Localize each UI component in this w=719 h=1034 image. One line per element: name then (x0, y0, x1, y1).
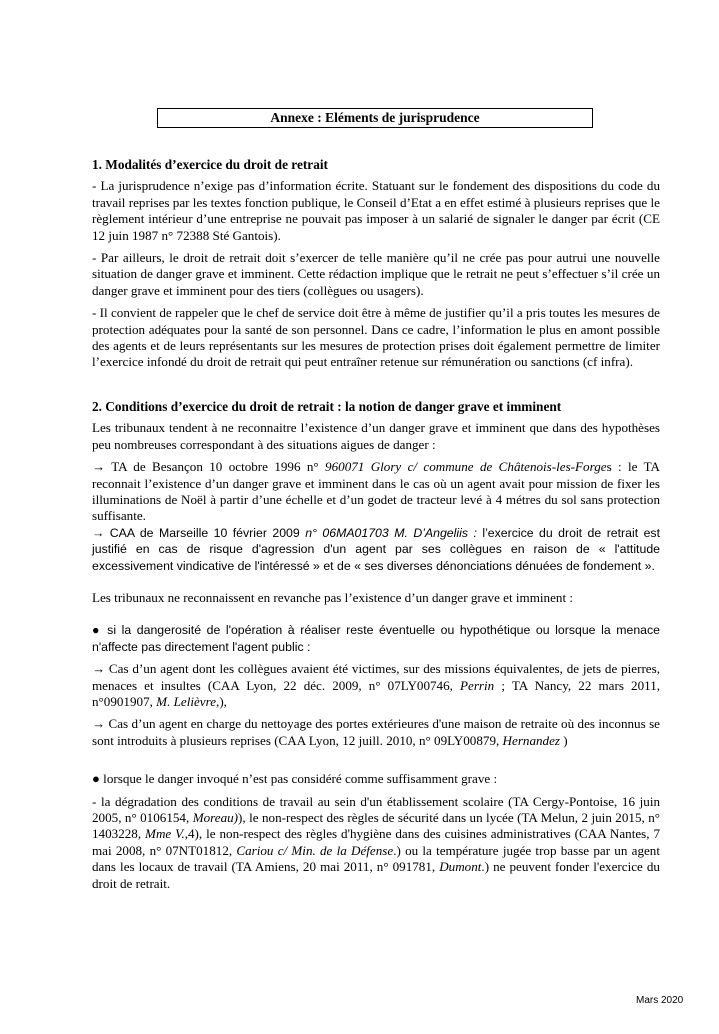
bullet-hypothetical: ● si la dangerosité de l'opération à réaliser reste éventuelle ou hypothétique ou lorsque la menace n'affecte pas directement l'agent public : (92, 623, 660, 654)
bullet-not-serious: ● lorsque le danger invoqué n’est pas considéré comme suffisamment grave : (92, 771, 498, 787)
not-recognized-intro: Les tribunaux ne reconnaissent en revanche pas l’existence d’un danger grave et imminent : (92, 589, 574, 605)
section-2-heading: 2. Conditions d’exercice du droit de retrait : la notion de danger grave et imminent (92, 398, 562, 414)
section-2-intro: Les tribunaux tendent à ne reconnaitre l’existence d’un danger grave et imminent que dans des hypothèses peu nombreuses correspondant à des situations aigues de danger : (92, 420, 660, 452)
footer-date: Mars 2020 (636, 995, 684, 1006)
page-title: Annexe : Eléments de jurisprudence (157, 108, 593, 128)
section-1-heading: 1. Modalités d’exercice du droit de retrait (92, 157, 328, 172)
section-1-paragraph-2: - Par ailleurs, le droit de retrait doit s’exercer de telle manière qu’il ne crée pas pour autrui une nouvelle situation de danger grave et imminent. Cette rédaction implique que le retrait ne peut s’effectuer s’il crée un danger grave et imminent pour des tiers (collègues ou usagers). (92, 250, 660, 298)
section-1-paragraph-1: - La jurisprudence n’exige pas d’information écrite. Statuant sur le fondement des dispositions du code du travail reprises par les textes fonction publique, le Conseil d’Etat a en effet estimé à plusieurs reprises que le règlement intérieur d’une entreprise ne pouvait pas imposer à un salarié de signaler le danger par écrit (CE 12 juin 1987 n° 72388 Sté Gantois). (92, 178, 660, 243)
case-besancon: → TA de Besançon 10 octobre 1996 n° 960071 Glory c/ commune de Châtenois-les-Forges : le TA reconnait l’existence d’un danger grave et imminent dans le cas où un agent avait pour mission de fixer les illuminations de Noël à partir d’une échelle et d’un godet de tracteur levé à 4 métres du sol sans protection suffisante. (92, 459, 661, 524)
case-maison-de-retraite: → Cas d’un agent en charge du nettoyage des portes extérieures d'une maison de retraite où des inconnus se sont introduits à plusieurs reprises (CAA Lyon, 12 juill. 2010, n° 09LY00879, Hernandez ) (92, 716, 660, 748)
case-marseille: → CAA de Marseille 10 février 2009 n° 06MA01703 M. D’Angeliis : l’exercice du droit de retrait est justifié en cas de risque d'agression d'un agent par ses collègues en raison de « l'attitude excessivement vindicative de l'intéressé » et de « ses diverses dénonciations dénuées de fondement ». (92, 525, 660, 573)
case-jets-de-pierres: → Cas d’un agent dont les collègues avaient été victimes, sur des missions équivalentes, de jets de pierres, menaces et insultes (CAA Lyon, 22 déc. 2009, n° 07LY00746, Perrin ; TA Nancy, 22 mars 2011, n°0901907, M. Lelièvre,), (92, 661, 661, 709)
section-1-paragraph-3: - Il convient de rappeler que le chef de service doit être à même de justifier qu’il a pris toutes les mesures de protection adéquates pour la santé de son personnel. Dans ce cadre, l’information le plus en amont possible des agents et de leurs représentants sur les mesures de protection prises doit également permettre de limiter l’exercice infondé du droit de retrait qui peut entraîner retenue sur rémunération ou sanctions (cf infra). (92, 305, 660, 370)
document-body (92, 157, 660, 898)
cases-not-serious: - la dégradation des conditions de travail au sein d'un établissement scolaire (TA Cergy-Pontoise, 16 juin 2005, n° 0106154, Moreau)), le non-respect des règles de sécurité dans un lycée (TA Melun, 2 juin 2015, n° 1403228, Mme V.,4), le non-respect des règles d'hygiène dans des cuisines administratives (CAA Nantes, 7 mai 2008, n° 07NT01812, Cariou c/ Min. de la Défense.) ou la température jugée trop basse par un agent dans les locaux de travail (TA Amiens, 20 mai 2011, n° 091781, Dumont.) ne peuvent fonder l'exercice du droit de retrait. (92, 793, 661, 891)
